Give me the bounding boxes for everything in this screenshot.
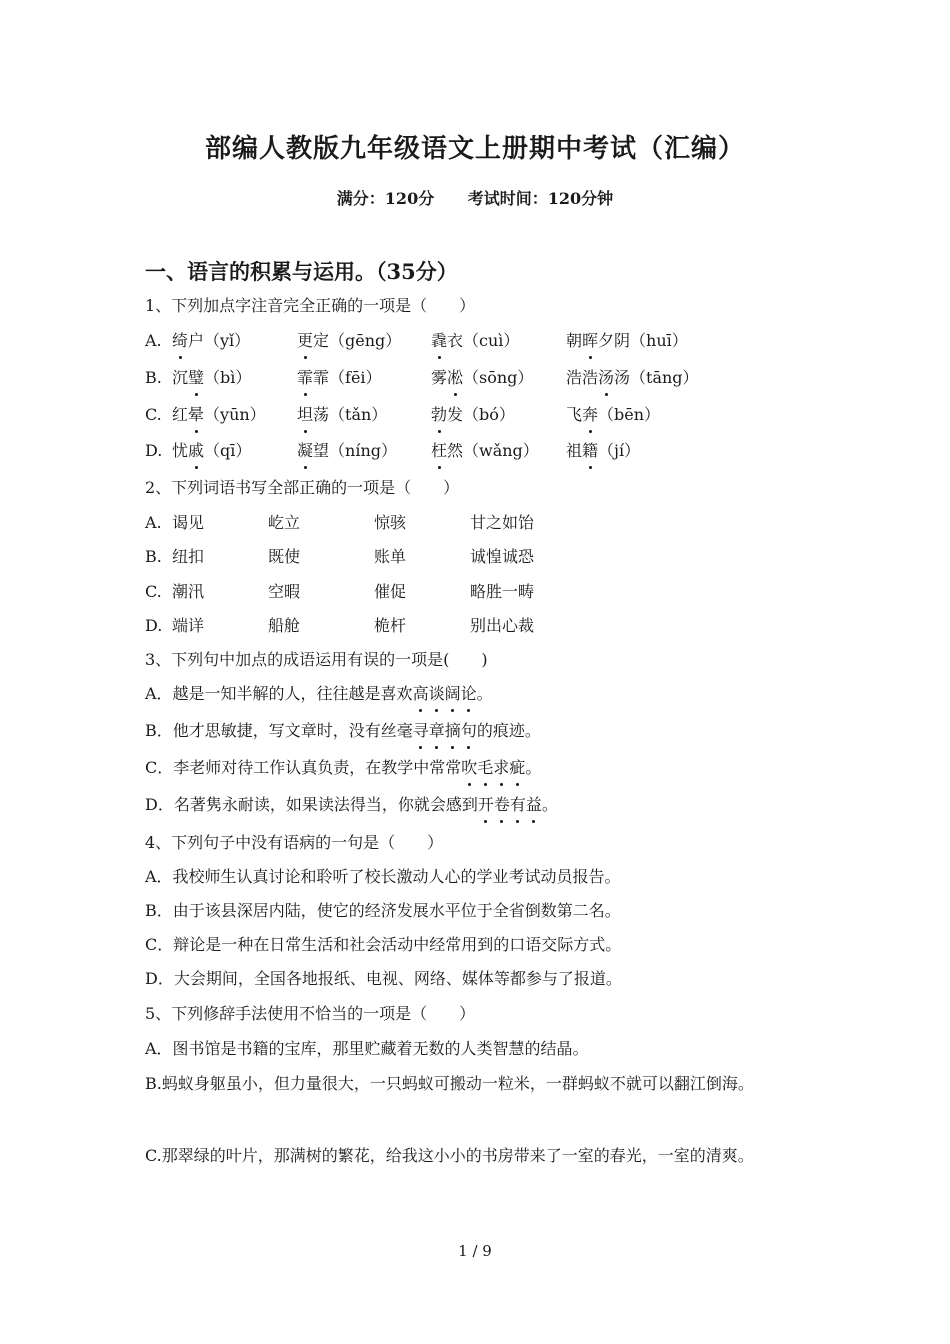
dotted-char: 凇 (447, 368, 464, 387)
option-item (431, 440, 539, 462)
option-item (172, 330, 250, 352)
option-word: 屹立 (268, 513, 301, 532)
option-text: 然（wǎng） (447, 441, 539, 460)
option-word: 既使 (268, 547, 301, 566)
option-word: 潮汛 (172, 582, 205, 601)
dotted-char: 句 (460, 721, 477, 740)
option-text: 户（yǐ） (188, 331, 251, 350)
option-word: 纽扣 (172, 547, 205, 566)
option-word: 诚惶诚恐 (470, 547, 535, 566)
option-text: 望（níng） (313, 441, 397, 460)
dotted-char: 坦 (297, 405, 314, 424)
option-word: 略胜一畴 (470, 582, 535, 601)
option-item (172, 404, 266, 426)
full-marks: 满分：120分 (336, 189, 435, 208)
option-word: 惊骇 (374, 513, 407, 532)
option-text: D．名著隽永耐读，如果读法得当，你就会感到 (145, 795, 478, 814)
question-3-stem: 3、下列句中加点的成语运用有误的一项是( ) (145, 650, 488, 669)
option-item (297, 404, 387, 426)
dotted-char: 吹 (461, 758, 478, 777)
dotted-char: 勃 (431, 405, 448, 424)
question-4-stem: 4、下列句子中没有语病的一句是（ ） (145, 833, 444, 852)
dotted-char: 论 (460, 684, 477, 703)
dotted-char: 卷 (493, 795, 510, 814)
option-word: 端详 (172, 616, 205, 635)
dotted-char: 籍 (582, 441, 599, 460)
option-text: 。 (541, 795, 558, 814)
section-heading: 一、语言的积累与运用。（35分） (145, 259, 458, 284)
option-sentence: D．大会期间，全国各地报纸、电视、网络、媒体等都参与了报道。 (145, 969, 622, 988)
dotted-char: 阔 (444, 684, 461, 703)
option-text: 雾 (431, 368, 448, 387)
option-word: 别出心裁 (470, 616, 535, 635)
dotted-char: 汤 (598, 368, 615, 387)
page-number: 1 / 9 (458, 1242, 492, 1260)
option-text: A．越是一知半解的人，往往越是喜欢 (145, 684, 413, 703)
option-item (431, 367, 533, 389)
option-item (297, 440, 397, 462)
dotted-char: 益 (525, 795, 542, 814)
option-item (172, 440, 251, 462)
option-label: D. (145, 616, 163, 635)
dotted-char: 璧 (188, 368, 205, 387)
option-sentence (145, 683, 493, 705)
option-text: 定（gēng） (313, 331, 402, 350)
dotted-char: 求 (493, 758, 510, 777)
dotted-char: 有 (509, 795, 526, 814)
dotted-char: 绮 (172, 331, 189, 350)
option-label: B. (145, 368, 162, 387)
option-text: 浩浩 (566, 368, 599, 387)
option-item (566, 367, 699, 389)
option-sentence: B．由于该县深居内陆，使它的经济发展水平位于全省倒数第二名。 (145, 901, 621, 920)
option-text: 汤（tāng） (614, 368, 699, 387)
option-item (566, 440, 640, 462)
option-label: B. (145, 547, 162, 566)
dotted-char: 奔 (582, 405, 599, 424)
option-text: （bēn） (598, 405, 661, 424)
option-text: 。 (476, 684, 493, 703)
option-label: C. (145, 582, 162, 601)
option-label: C. (145, 405, 162, 424)
option-text: 夕阴（huī） (598, 331, 688, 350)
option-item (431, 404, 515, 426)
dotted-char: 晕 (188, 405, 205, 424)
dotted-char: 疵 (509, 758, 526, 777)
option-text: 忧 (172, 441, 189, 460)
option-item (297, 367, 382, 389)
option-word: 甘之如饴 (470, 513, 535, 532)
dotted-char: 晖 (582, 331, 599, 350)
option-text: 的痕迹。 (476, 721, 541, 740)
page-title: 部编人教版九年级语文上册期中考试（汇编） (204, 134, 745, 164)
option-text: 荡（tǎn） (313, 405, 388, 424)
option-text: 沉 (172, 368, 189, 387)
option-item (566, 330, 688, 352)
option-sentence (145, 757, 541, 779)
option-sentence (145, 794, 558, 816)
option-word: 桅杆 (374, 616, 407, 635)
option-text: 飞 (566, 405, 583, 424)
option-text: B．他才思敏捷，写文章时，没有丝毫 (145, 721, 413, 740)
option-label: A. (145, 513, 162, 532)
option-word: 空暇 (268, 582, 301, 601)
option-text: （yūn） (204, 405, 266, 424)
option-sentence: B.蚂蚁身躯虽小，但力量很大，一只蚂蚁可搬动一粒米，一群蚂蚁不就可以翻江倒海。 (145, 1074, 754, 1093)
question-5-stem: 5、下列修辞手法使用不恰当的一项是（ ） (145, 1004, 476, 1023)
dotted-char: 凝 (297, 441, 314, 460)
dotted-char: 枉 (431, 441, 448, 460)
option-sentence: C．辩论是一种在日常生活和社会活动中经常用到的口语交际方式。 (145, 935, 622, 954)
dotted-char: 摘 (444, 721, 461, 740)
question-1-stem: 1、下列加点字注音完全正确的一项是（ ） (145, 296, 476, 315)
option-label: D. (145, 441, 163, 460)
option-item (172, 367, 251, 389)
dotted-char: 霏 (297, 368, 314, 387)
dotted-char: 戚 (188, 441, 205, 460)
option-word: 船舱 (268, 616, 301, 635)
option-text: （jí） (598, 441, 641, 460)
option-text: 朝 (566, 331, 583, 350)
option-text: 祖 (566, 441, 583, 460)
option-item (297, 330, 401, 352)
option-sentence: A．我校师生认真讨论和聆听了校长激动人心的学业考试动员报告。 (145, 867, 621, 886)
option-sentence: C.那翠绿的叶片，那满树的繁花，给我这小小的书房带来了一室的春光，一室的清爽。 (145, 1146, 754, 1165)
dotted-char: 更 (297, 331, 314, 350)
dotted-char: 高 (412, 684, 429, 703)
option-sentence (145, 720, 541, 742)
dotted-char: 谈 (428, 684, 445, 703)
option-label: A. (145, 331, 162, 350)
option-item (431, 330, 519, 352)
question-2-stem: 2、下列词语书写全部正确的一项是（ ） (145, 478, 460, 497)
option-sentence: A．图书馆是书籍的宝库，那里贮藏着无数的人类智慧的结晶。 (145, 1039, 589, 1058)
option-text: （qī） (204, 441, 252, 460)
option-word: 催促 (374, 582, 407, 601)
option-text: 。 (525, 758, 542, 777)
dotted-char: 章 (428, 721, 445, 740)
option-word: 谒见 (172, 513, 205, 532)
exam-info (0, 186, 950, 209)
option-text: （sōng） (463, 368, 534, 387)
dotted-char: 毛 (477, 758, 494, 777)
option-text: 霏（fēi） (313, 368, 382, 387)
exam-time: 考试时间：120分钟 (467, 189, 614, 208)
option-word: 账单 (374, 547, 407, 566)
option-text: C．李老师对待工作认真负责，在教学中常常 (145, 758, 462, 777)
option-text: 红 (172, 405, 189, 424)
option-text: 发（bó） (447, 405, 515, 424)
option-item (566, 404, 660, 426)
dotted-char: 寻 (412, 721, 429, 740)
option-text: 衣（cuì） (447, 331, 520, 350)
option-text: （bì） (204, 368, 252, 387)
dotted-char: 毳 (431, 331, 448, 350)
dotted-char: 开 (477, 795, 494, 814)
